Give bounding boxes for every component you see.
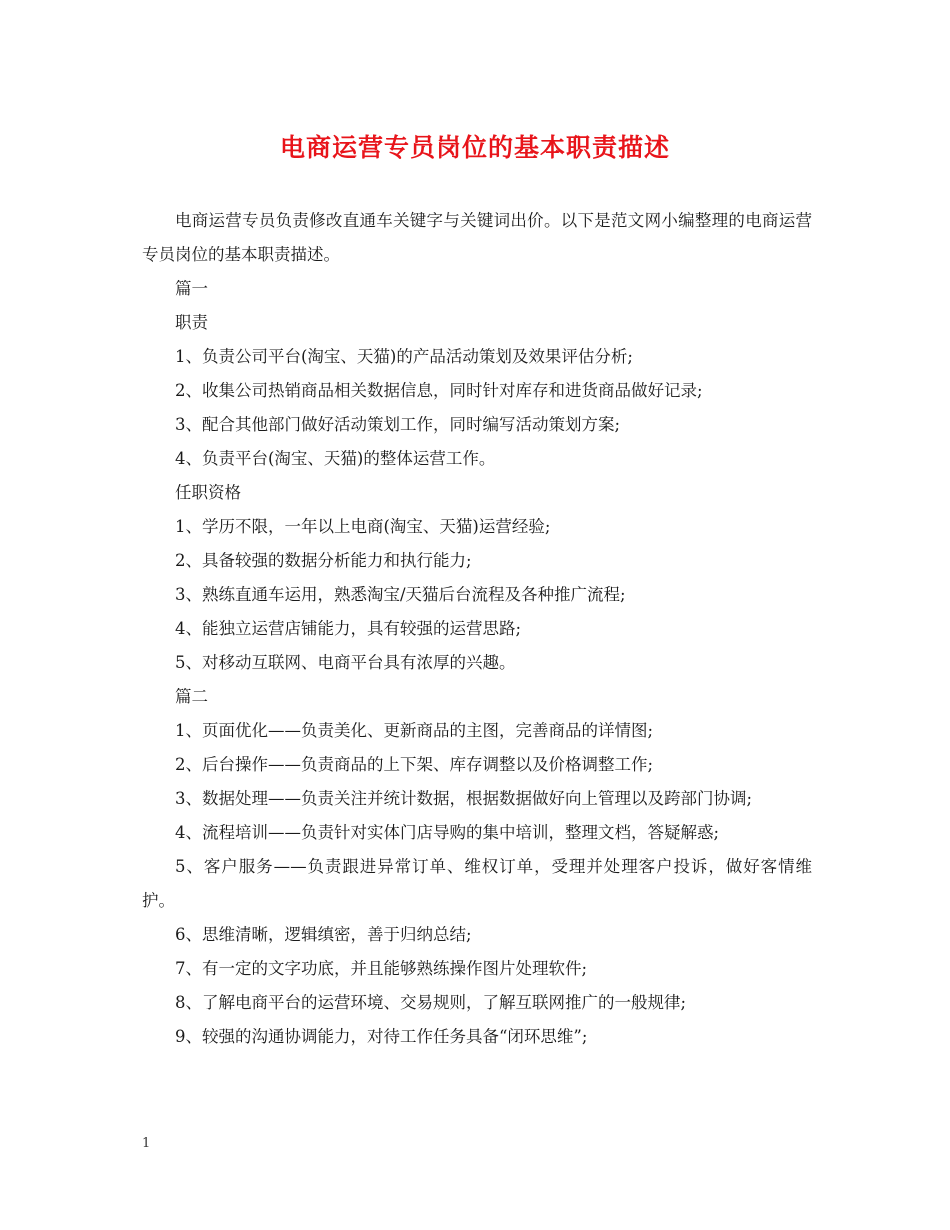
list-item: 8、了解电商平台的运营环境、交易规则，了解互联网推广的一般规律;: [175, 993, 687, 1012]
list-item: 4、流程培训——负责针对实体门店导购的集中培训，整理文档，答疑解惑;: [175, 823, 720, 842]
list-item: 2、具备较强的数据分析能力和执行能力;: [175, 551, 472, 570]
list-item: 9、较强的沟通协调能力，对待工作任务具备“闭环思维”;: [175, 1027, 588, 1046]
list-item: 5、对移动互联网、电商平台具有浓厚的兴趣。: [175, 653, 516, 672]
list-item: 4、能独立运营店铺能力，具有较强的运营思路;: [175, 619, 522, 638]
list-item: 7、有一定的文字功底，并且能够熟练操作图片处理软件;: [175, 959, 588, 978]
list-item: 3、熟练直通车运用，熟悉淘宝/天猫后台流程及各种推广流程;: [175, 585, 626, 604]
list-item: 3、数据处理——负责关注并统计数据，根据数据做好向上管理以及跨部门协调;: [175, 789, 753, 808]
subheading-duties: 职责: [175, 313, 208, 332]
list-item: 6、思维清晰，逻辑缜密，善于归纳总结;: [175, 925, 472, 944]
page-number: 1: [142, 1136, 151, 1151]
document-body: [142, 204, 812, 1054]
list-item: 1、页面优化——负责美化、更新商品的主图，完善商品的详情图;: [175, 721, 654, 740]
list-item: 2、后台操作——负责商品的上下架、库存调整以及价格调整工作;: [175, 755, 654, 774]
list-item: 1、学历不限，一年以上电商(淘宝、天猫)运营经验;: [175, 517, 551, 536]
section-heading-part-one: 篇一: [175, 279, 208, 298]
list-item: 3、配合其他部门做好活动策划工作，同时编写活动策划方案;: [175, 415, 621, 434]
intro-paragraph: 电商运营专员负责修改直通车关键字与关键词出价。以下是范文网小编整理的电商运营专员岗位的基本职责描述。: [142, 211, 812, 264]
section-heading-part-two: 篇二: [175, 687, 208, 706]
page-title: 电商运营专员岗位的基本职责描述: [279, 133, 670, 162]
list-item: 2、收集公司热销商品相关数据信息，同时针对库存和进货商品做好记录;: [175, 381, 703, 400]
list-item: 1、负责公司平台(淘宝、天猫)的产品活动策划及效果评估分析;: [175, 347, 633, 366]
subheading-qualifications: 任职资格: [175, 483, 241, 502]
list-item: 4、负责平台(淘宝、天猫)的整体运营工作。: [175, 449, 496, 468]
list-item: 5、客户服务——负责跟进异常订单、维权订单，受理并处理客户投诉，做好客情维护。: [142, 857, 812, 910]
